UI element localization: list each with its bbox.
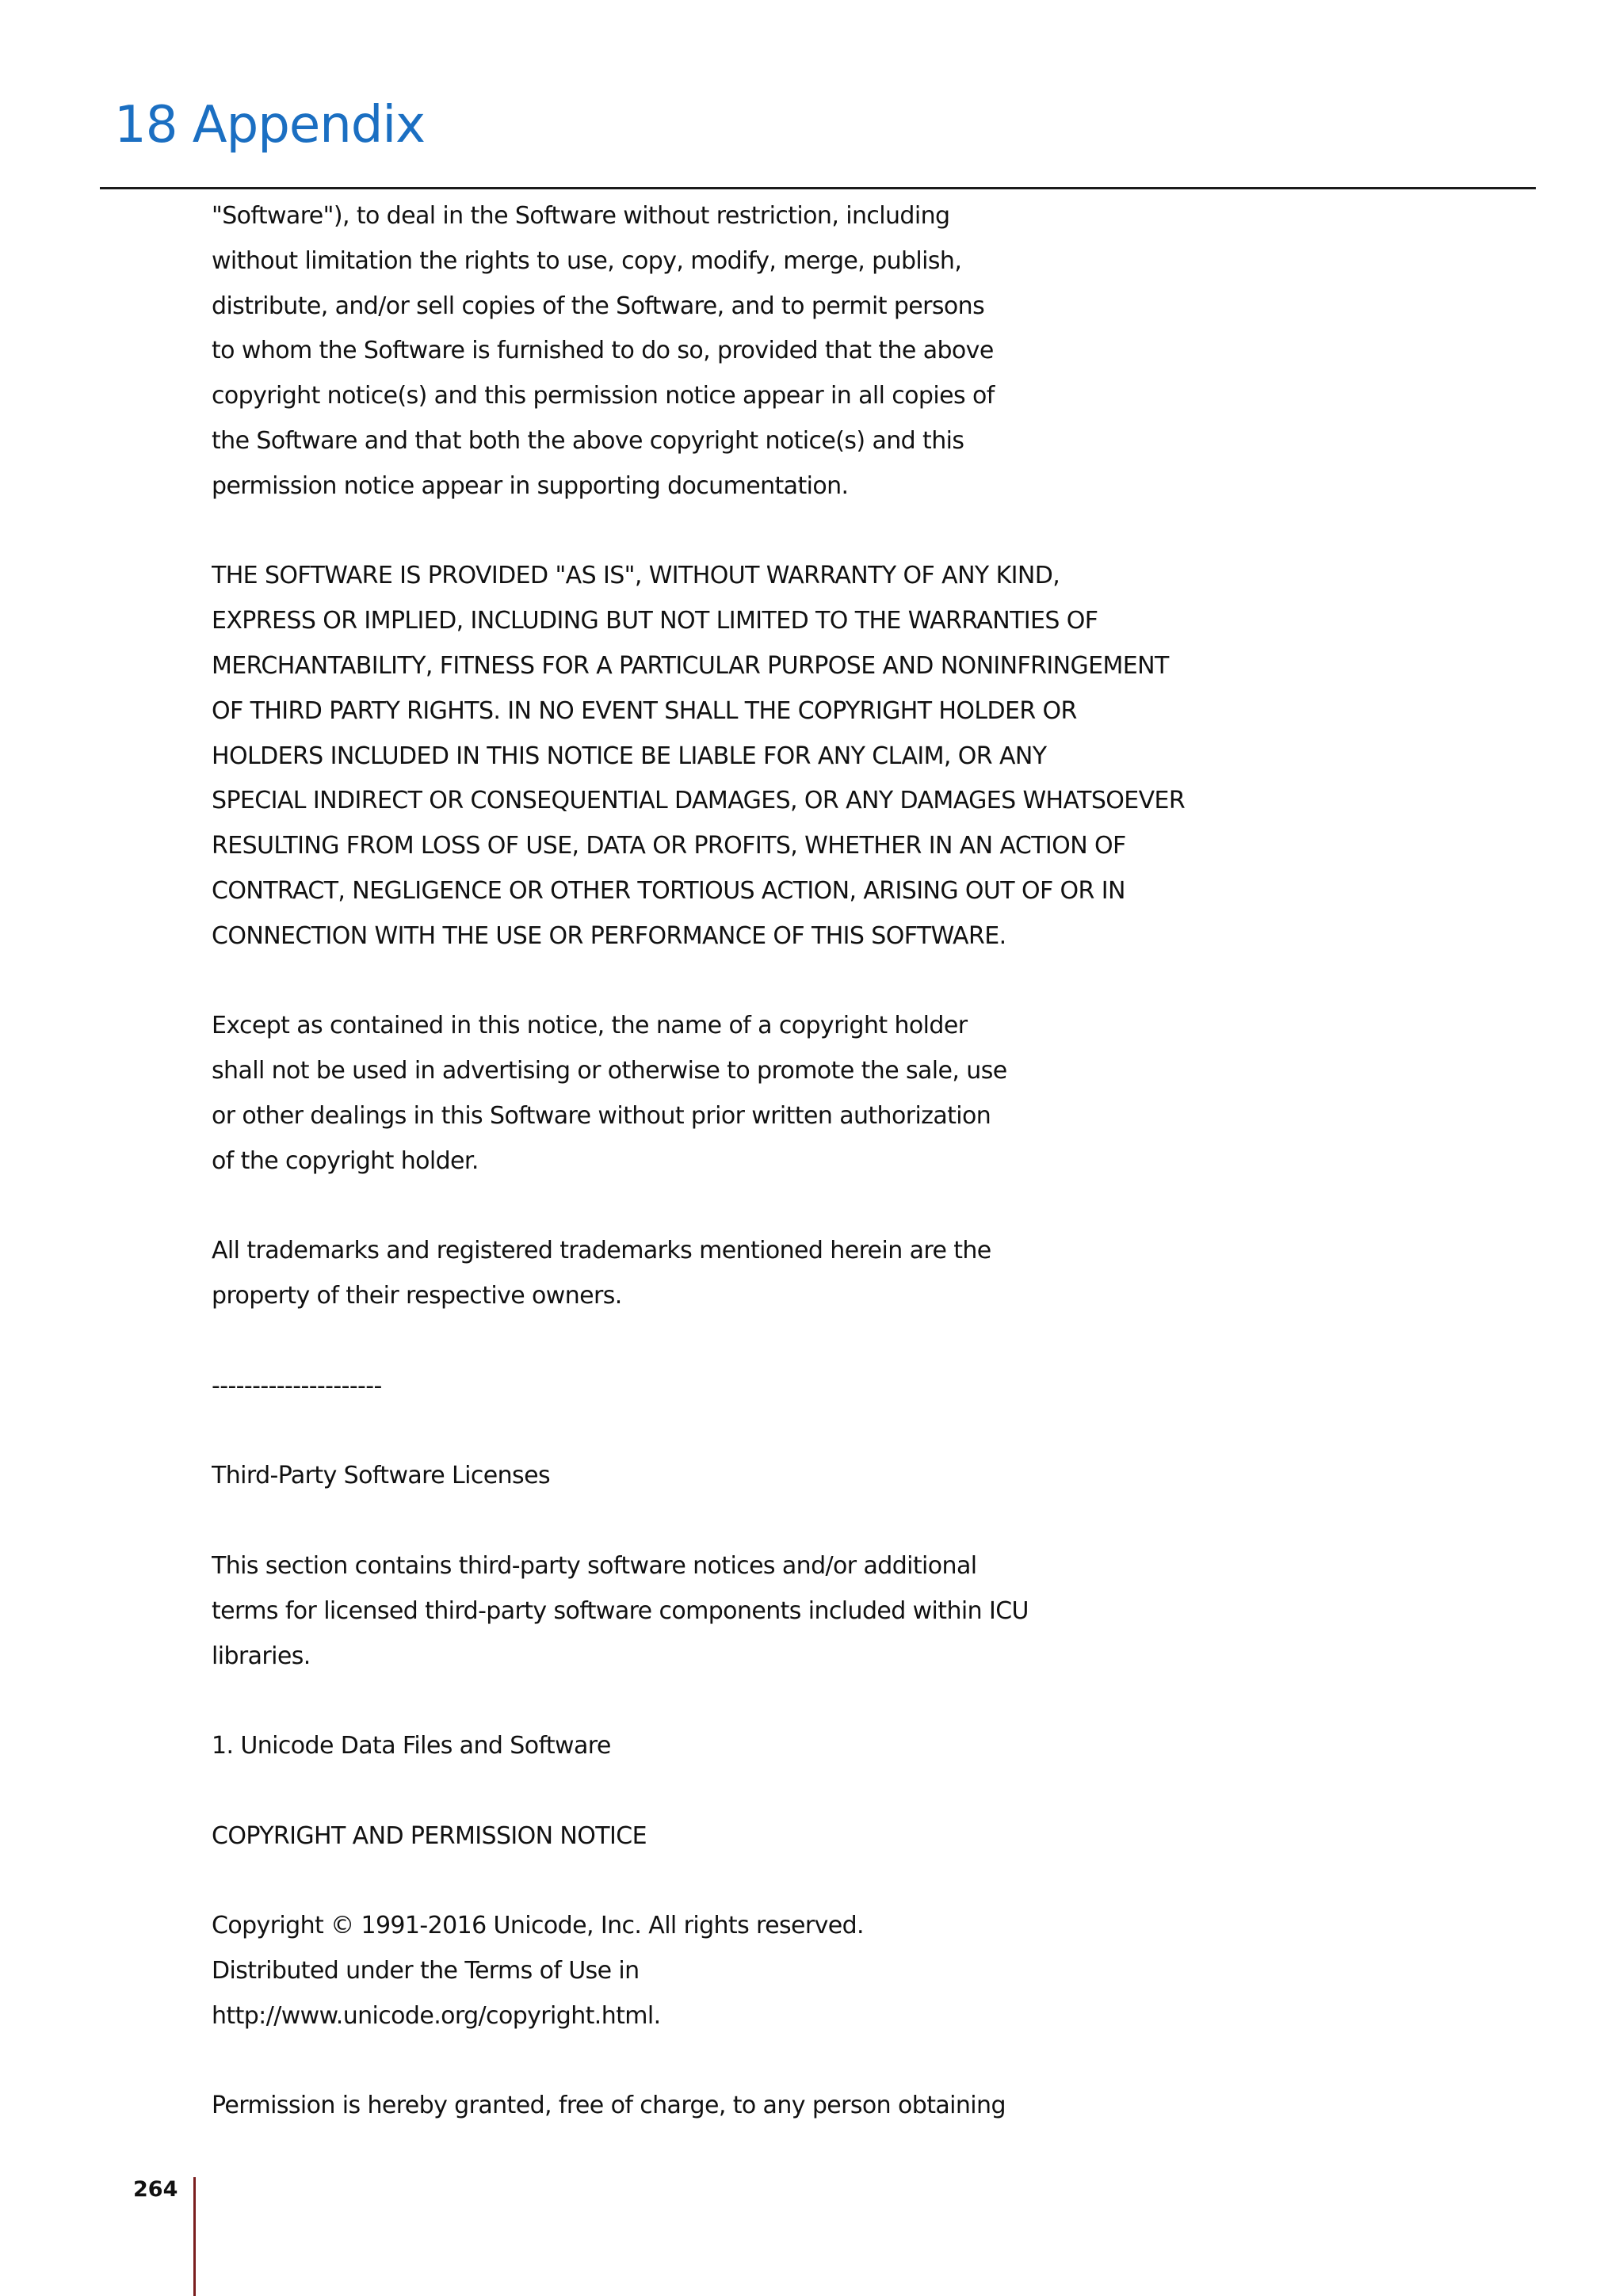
text-line: http://www.unicode.org/copyright.html.	[212, 2001, 661, 2030]
blank-line	[212, 1859, 1495, 1904]
text-line: Copyright © 1991-2016 Unicode, Inc. All rights reserved.	[212, 1912, 864, 1940]
text-line: RESULTING FROM LOSS OF USE, DATA OR PROFITS, WHETHER IN AN ACTION OF	[212, 832, 1126, 860]
blank-line	[212, 1499, 1495, 1544]
text-line: copyright notice(s) and this permission notice appear in all copies of	[212, 382, 995, 410]
text-line: All trademarks and registered trademarks mentioned herein are the	[212, 1237, 991, 1265]
text-line: "Software"), to deal in the Software without restriction, including	[212, 202, 950, 230]
blank-line	[212, 1319, 1495, 1364]
text-line: terms for licensed third-party software components included within ICU	[212, 1596, 1029, 1625]
page-number: 264	[133, 2177, 178, 2202]
text-line: SPECIAL INDIRECT OR CONSEQUENTIAL DAMAGES, OR ANY DAMAGES WHATSOEVER	[212, 787, 1186, 815]
footer-divider	[193, 2177, 196, 2296]
text-line: COPYRIGHT AND PERMISSION NOTICE	[212, 1821, 647, 1850]
text-line: CONTRACT, NEGLIGENCE OR OTHER TORTIOUS ACTION, ARISING OUT OF OR IN	[212, 876, 1125, 905]
text-line: to whom the Software is furnished to do so, provided that the above	[212, 337, 994, 365]
text-line: ---------------------	[212, 1371, 382, 1400]
license-text-block	[212, 194, 1495, 2129]
text-line: THE SOFTWARE IS PROVIDED "AS IS", WITHOUT WARRANTY OF ANY KIND,	[212, 562, 1060, 590]
blank-line	[212, 1409, 1495, 1455]
blank-line	[212, 509, 1495, 555]
blank-line	[212, 2039, 1495, 2084]
chapter-title: 18 Appendix	[114, 96, 426, 154]
blank-line	[212, 1769, 1495, 1814]
blank-line	[212, 1184, 1495, 1230]
text-line: the Software and that both the above copyright notice(s) and this	[212, 426, 964, 455]
text-line: of the copyright holder.	[212, 1146, 479, 1175]
text-line: Permission is hereby granted, free of charge, to any person obtaining	[212, 2092, 1006, 2120]
text-line: Distributed under the Terms of Use in	[212, 1957, 640, 1985]
text-line: CONNECTION WITH THE USE OR PERFORMANCE OF THIS SOFTWARE.	[212, 921, 1006, 950]
text-line: permission notice appear in supporting documentation.	[212, 471, 849, 500]
text-line: HOLDERS INCLUDED IN THIS NOTICE BE LIABLE FOR ANY CLAIM, OR ANY	[212, 742, 1047, 770]
header-divider	[100, 187, 1536, 189]
text-line: property of their respective owners.	[212, 1282, 622, 1310]
blank-line	[212, 1679, 1495, 1724]
text-line: This section contains third-party software notices and/or additional	[212, 1551, 977, 1580]
text-line: 1. Unicode Data Files and Software	[212, 1732, 611, 1760]
text-line: distribute, and/or sell copies of the Software, and to permit persons	[212, 292, 985, 320]
text-line: shall not be used in advertising or otherwise to promote the sale, use	[212, 1057, 1007, 1085]
text-line: or other dealings in this Software without prior written authorization	[212, 1101, 991, 1130]
text-line: OF THIRD PARTY RIGHTS. IN NO EVENT SHALL THE COPYRIGHT HOLDER OR	[212, 696, 1077, 725]
text-line: libraries.	[212, 1642, 311, 1670]
blank-line	[212, 959, 1495, 1005]
text-line: MERCHANTABILITY, FITNESS FOR A PARTICULAR PURPOSE AND NONINFRINGEMENT	[212, 651, 1169, 680]
text-line: EXPRESS OR IMPLIED, INCLUDING BUT NOT LIMITED TO THE WARRANTIES OF	[212, 607, 1098, 635]
text-line: without limitation the rights to use, copy, modify, merge, publish,	[212, 246, 962, 275]
text-line: Third-Party Software Licenses	[212, 1462, 550, 1490]
text-line: Except as contained in this notice, the name of a copyright holder	[212, 1012, 968, 1040]
